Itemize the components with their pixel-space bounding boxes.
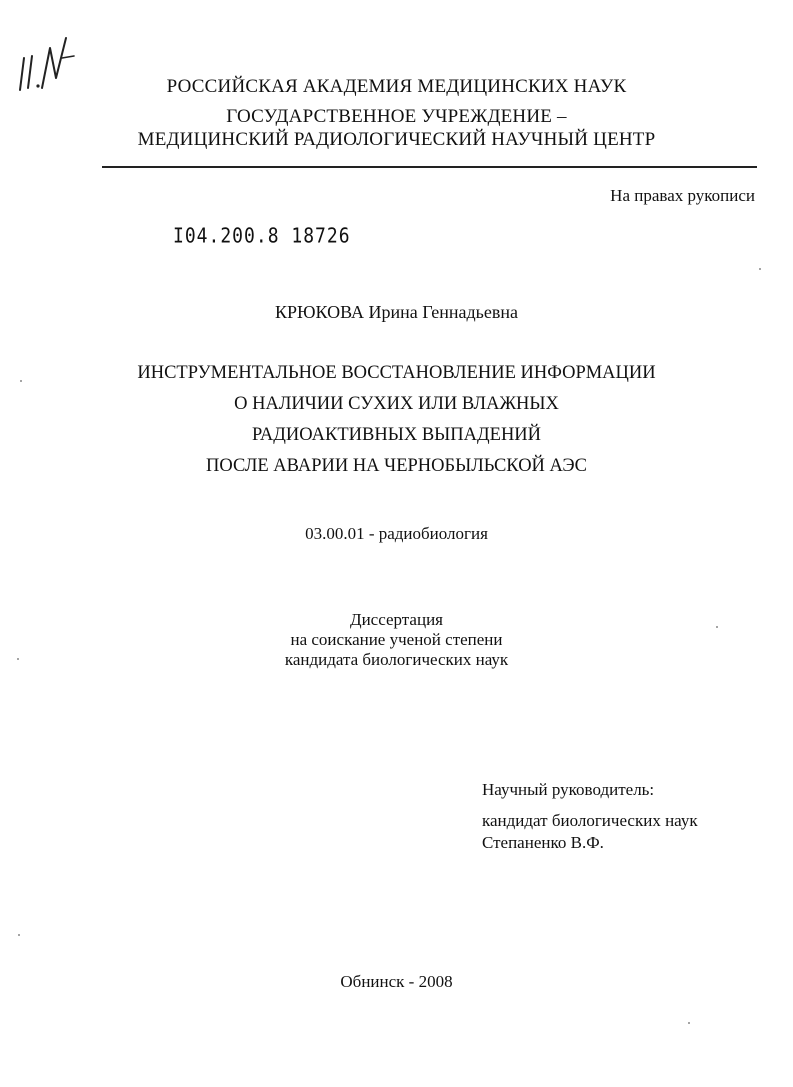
scan-speck [716,626,718,628]
title-line: ИНСТРУМЕНТАЛЬНОЕ ВОССТАНОВЛЕНИЕ ИНФОРМАЦИИ [137,363,656,383]
title-line: О НАЛИЧИИ СУХИХ ИЛИ ВЛАЖНЫХ [234,394,559,414]
scan-speck [17,658,19,660]
city-year: Обнинск - 2008 [340,972,453,991]
dissertation-line: кандидата биологических наук [284,650,509,669]
dissertation-type [0,610,793,670]
dissertation-line: Диссертация [349,610,443,629]
header-divider [102,166,757,168]
dissertation-line: на соискание ученой степени [290,630,503,649]
rights-note: На правах рукописи [610,186,755,205]
scan-speck [18,934,20,936]
scan-speck [688,1022,690,1024]
dissertation-title [0,358,793,482]
supervisor-name: Степаненко В.Ф. [482,833,604,852]
scan-speck [20,380,22,382]
title-line: ПОСЛЕ АВАРИИ НА ЧЕРНОБЫЛЬСКОЙ АЭС [206,456,587,476]
academy-name: РОССИЙСКАЯ АКАДЕМИЯ МЕДИЦИНСКИХ НАУК [166,76,627,97]
institution-line-1: ГОСУДАРСТВЕННОЕ УЧРЕЖДЕНИЕ – [226,106,567,127]
supervisor-label: Научный руководитель: [482,780,655,799]
scan-speck [759,268,761,270]
author-name: КРЮКОВА Ирина Геннадьевна [275,302,518,322]
title-line: РАДИОАКТИВНЫХ ВЫПАДЕНИЙ [251,425,542,445]
institution-line-2: МЕДИЦИНСКИЙ РАДИОЛОГИЧЕСКИЙ НАУЧНЫЙ ЦЕНТР [137,129,656,150]
registration-stamp: I04.200.8 18726 [173,224,351,249]
supervisor-degree: кандидат биологических наук [482,811,698,830]
specialty-code: 03.00.01 - радиобиология [305,524,488,543]
